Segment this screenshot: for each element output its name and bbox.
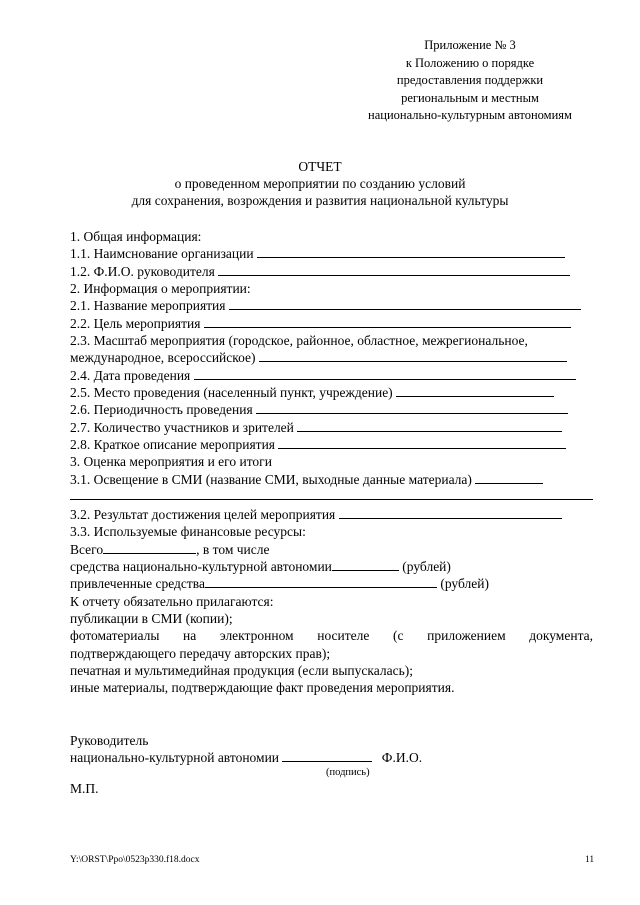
field-financial: 3.3. Используемые финансовые ресурсы: (70, 524, 306, 539)
section-evaluation: 3. Оценка мероприятия и его итоги (70, 454, 272, 469)
report-subtitle-2: для сохранения, возрождения и развития национальной культуры (131, 193, 509, 208)
field-event-name-label: 2.1. Название мероприятия (70, 298, 226, 313)
signature-caption: (подпись) (326, 767, 370, 778)
signature-fio: Ф.И.О. (381, 750, 423, 765)
signature-head-title: Руководитель (70, 733, 149, 748)
attachment-item-4: иные материалы, подтверждающие факт проведения мероприятия. (70, 680, 455, 695)
field-autonomy-funds-unit: (рублей) (402, 559, 451, 574)
appendix-line-5: национально-культурным автономиям (368, 108, 572, 122)
report-subtitle-1: о проведенном мероприятии по созданию условий (174, 176, 466, 191)
field-event-date (70, 367, 576, 384)
signature-line (70, 749, 422, 766)
field-description-label: 2.8. Краткое описание мероприятия (70, 437, 276, 452)
attachment-item-2-line1 (70, 627, 593, 644)
field-autonomy-funds (70, 558, 451, 575)
field-org-name-blank (257, 245, 565, 258)
footer-file-path: Y:\ORST\Ppo\0523p330.f18.docx (70, 855, 200, 865)
section-event-info: 2. Информация о мероприятии: (70, 281, 251, 296)
attachment-item-2-word: на (183, 628, 197, 643)
field-total-blank (103, 541, 196, 554)
field-participants-label: 2.7. Количество участников и зрителей (70, 420, 294, 435)
field-result-label: 3.2. Результат достижения целей мероприятия (70, 507, 336, 522)
field-total-label: Всего (70, 542, 104, 557)
signature-org-label: национально-культурной автономии (70, 750, 280, 765)
field-attracted-funds-blank (205, 575, 437, 588)
field-attracted-funds (70, 575, 489, 592)
field-media-blank (475, 471, 543, 484)
field-event-place-label: 2.5. Место проведения (населенный пункт, учреждение) (70, 385, 393, 400)
field-event-goal-label: 2.2. Цель мероприятия (70, 316, 201, 331)
field-org-name-label: 1.1. Наимснование организации (70, 246, 254, 261)
field-media-label: 3.1. Освещение в СМИ (название СМИ, выходные данные материала) (70, 472, 472, 487)
field-head-name (70, 263, 570, 280)
field-event-frequency (70, 401, 568, 418)
attachment-item-3: печатная и мультимедийная продукция (если выпускалась); (70, 663, 413, 678)
field-org-name (70, 245, 565, 262)
field-event-scale-line2 (70, 349, 567, 366)
field-autonomy-funds-label: средства национально-культурной автономии (70, 559, 332, 574)
appendix-line-3: предоставления поддержки (396, 73, 544, 87)
attachment-item-1: публикации в СМИ (копии); (70, 611, 233, 626)
field-description-blank (278, 436, 566, 449)
field-event-name (70, 297, 581, 314)
field-event-frequency-blank (256, 401, 568, 414)
field-event-scale-blank (259, 349, 567, 362)
appendix-header (330, 37, 610, 125)
field-attracted-funds-unit: (рублей) (440, 576, 489, 591)
field-autonomy-funds-blank (332, 558, 399, 571)
attachment-item-2-word: документа, (529, 628, 593, 643)
field-event-goal (70, 315, 571, 332)
attachment-item-2-word: фотоматериалы (70, 628, 160, 643)
signature-blank (282, 749, 372, 762)
field-description (70, 436, 566, 453)
stamp-place: М.П. (70, 781, 99, 796)
field-event-date-label: 2.4. Дата проведения (70, 368, 191, 383)
attachment-item-2-line2: подтверждающего передачу авторских прав); (70, 646, 331, 661)
field-event-place (70, 384, 554, 401)
field-media (70, 471, 543, 488)
field-media-extra-line (70, 499, 593, 500)
field-event-place-blank (396, 384, 554, 397)
field-head-name-label: 1.2. Ф.И.О. руководителя (70, 264, 215, 279)
field-attracted-funds-label: привлеченные средства (70, 576, 205, 591)
field-head-name-blank (218, 263, 570, 276)
field-participants-blank (297, 419, 562, 432)
field-event-goal-blank (204, 315, 571, 328)
appendix-line-2: к Положению о порядке (405, 55, 535, 70)
attachment-item-2-word: носителе (317, 628, 370, 643)
appendix-line-1: Приложение № 3 (424, 38, 516, 52)
field-event-frequency-label: 2.6. Периодичность проведения (70, 402, 253, 417)
field-result (70, 506, 562, 523)
appendix-line-4: региональным и местным (401, 90, 539, 105)
attachment-item-2-word: (с (393, 628, 404, 643)
field-event-scale-line1: 2.3. Масштаб мероприятия (городское, районное, областное, межрегиональное, (70, 333, 528, 348)
field-total (70, 541, 269, 558)
field-event-scale-label: международное, всероссийское) (70, 350, 256, 365)
field-event-date-blank (194, 367, 576, 380)
section-general-info: 1. Общая информация: (70, 229, 202, 244)
report-title: ОТЧЕТ (298, 159, 342, 174)
attachments-intro: К отчету обязательно прилагаются: (70, 594, 274, 609)
attachment-item-2-word: приложением (427, 628, 506, 643)
field-result-blank (339, 506, 562, 519)
field-total-suffix: , в том числе (196, 542, 270, 557)
field-participants (70, 419, 562, 436)
footer-page-number: 11 (585, 855, 595, 865)
attachment-item-2-word: электронном (219, 628, 294, 643)
field-event-name-blank (229, 297, 581, 310)
